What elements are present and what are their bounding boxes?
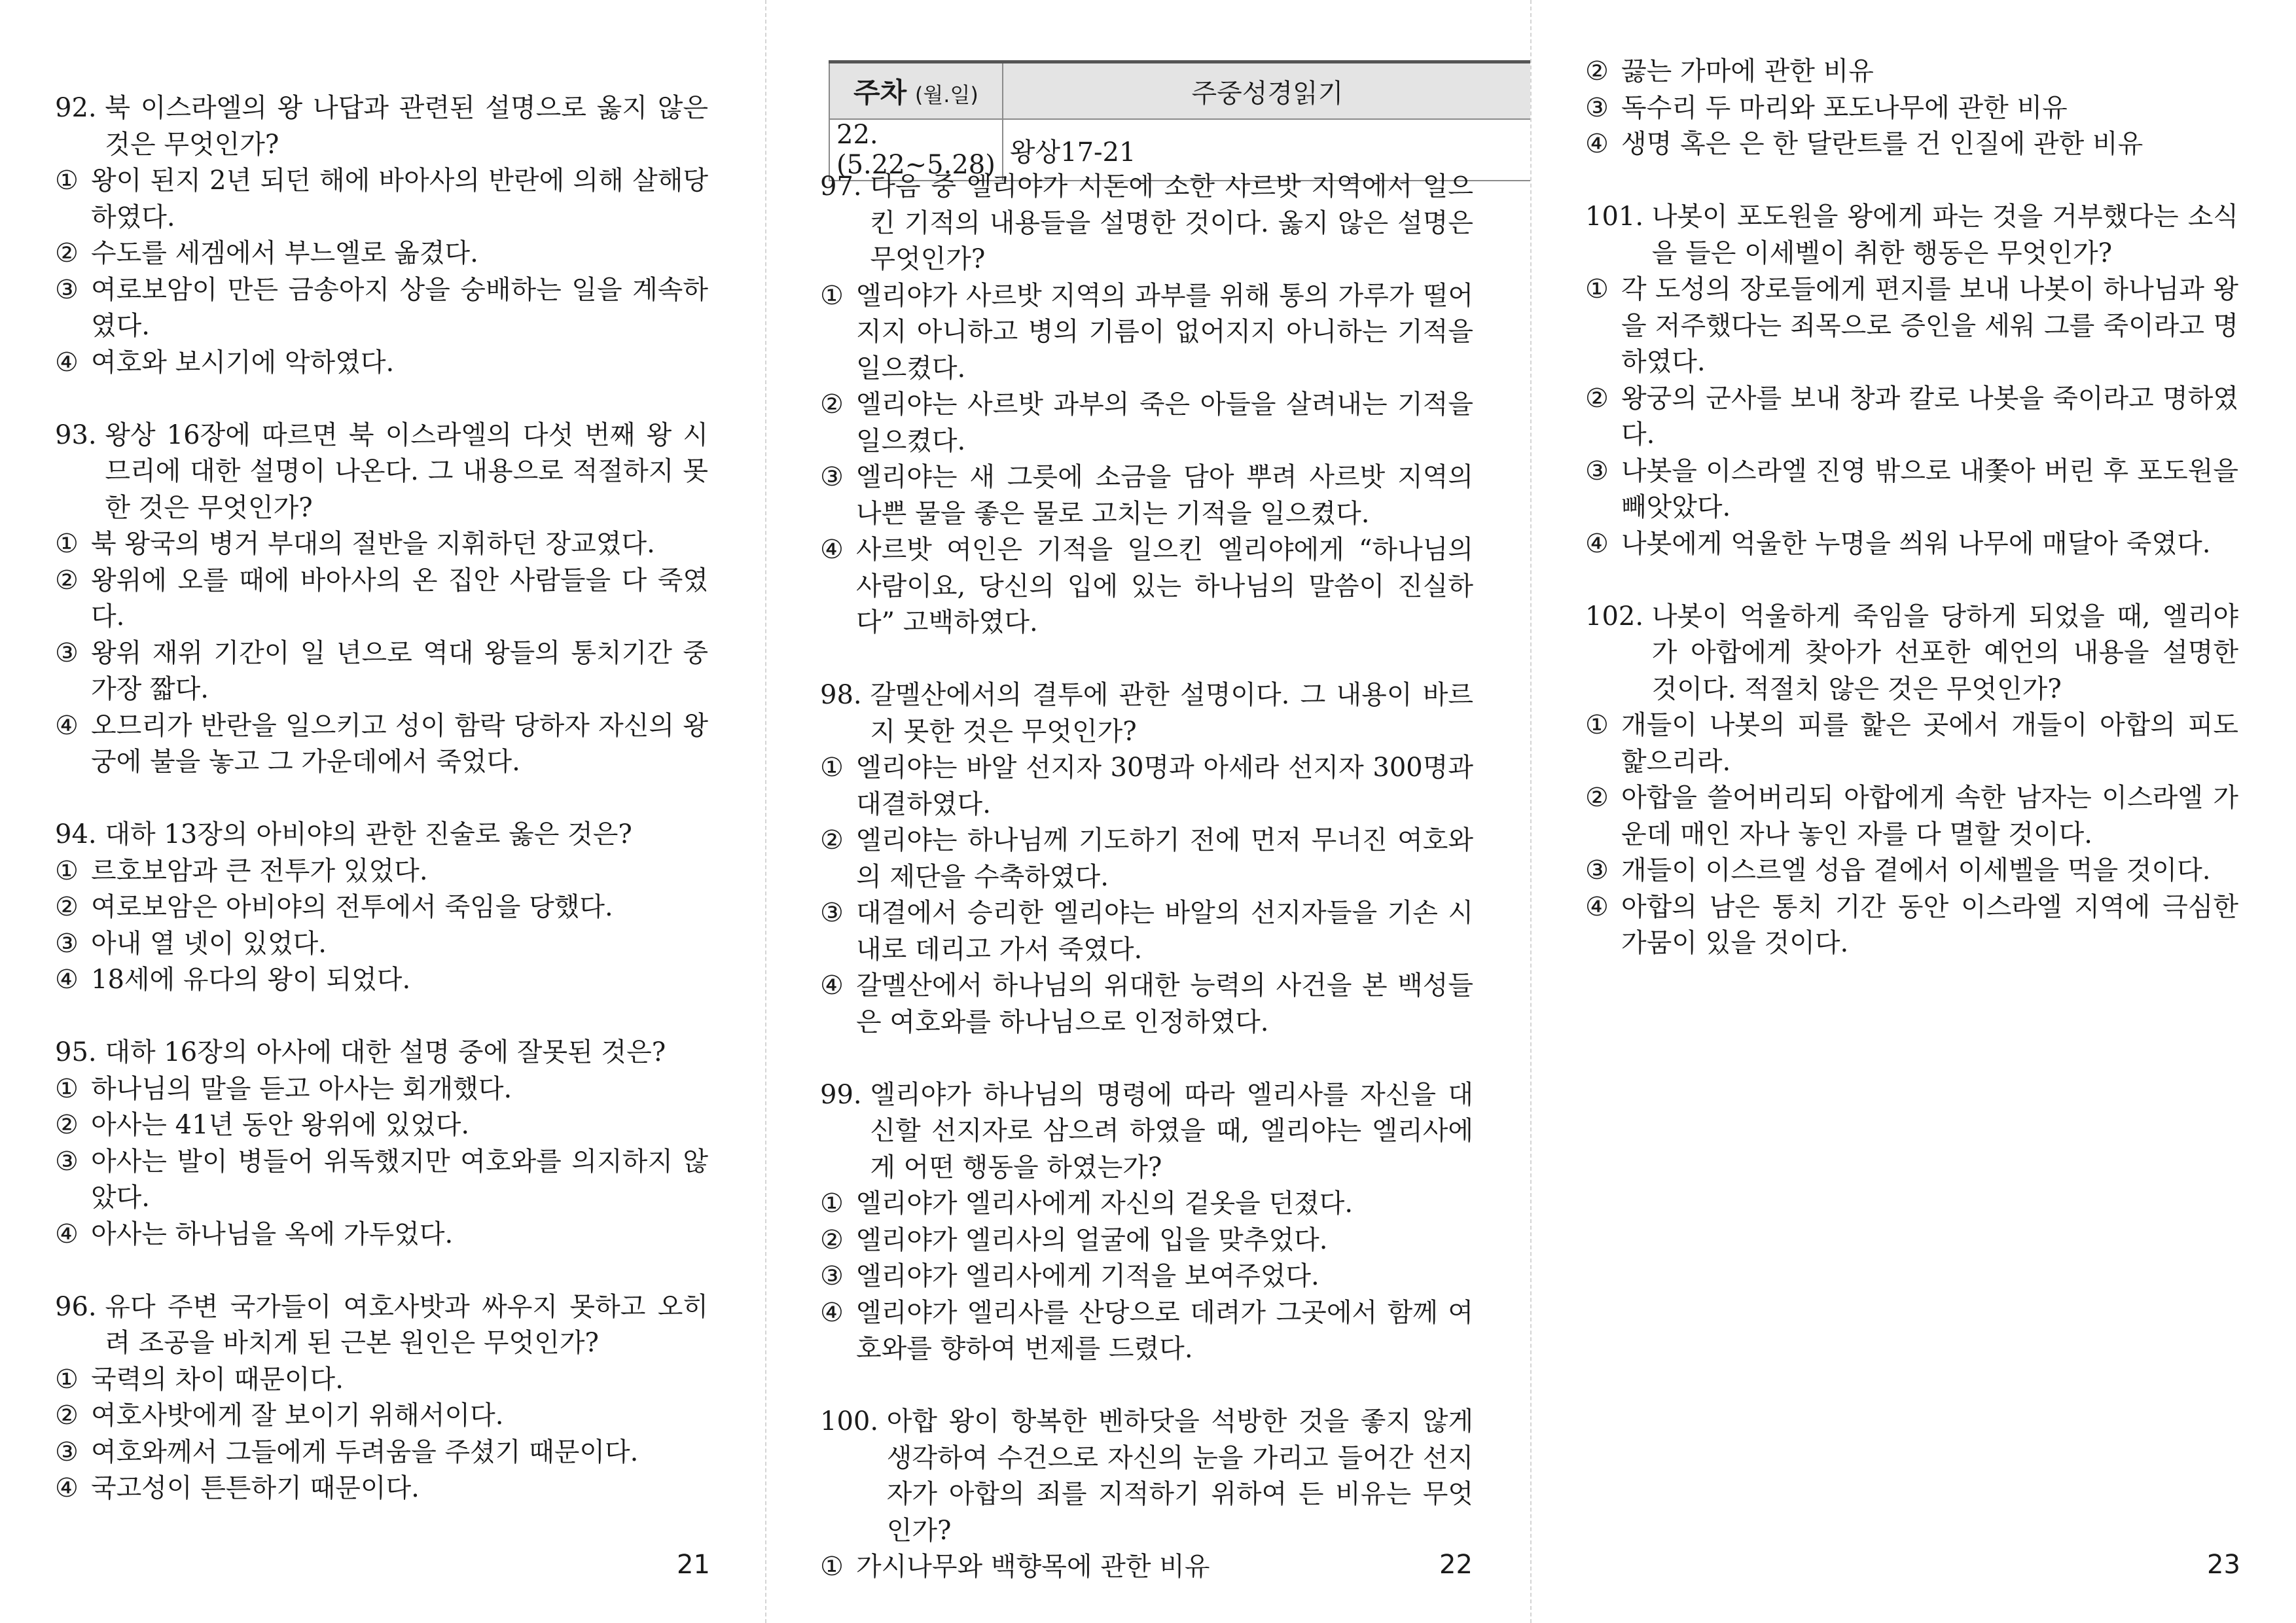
answer-option [1585,126,2238,163]
answer-option [55,853,708,890]
question-text: 왕상 16장에 따르면 북 이스라엘의 다섯 번째 왕 시므리에 대한 설명이 나온다. 그 내용으로 적절하지 못한 것은 무엇인가? [105,419,708,523]
option-text: 대결에서 승리한 엘리야는 바알의 선지자들을 기손 시내로 데리고 가서 죽였다. [856,898,1473,965]
option-text: 왕이 된지 2년 되던 해에 바아사의 반란에 의해 살해당하였다. [91,166,708,232]
question-number: 93. [55,419,105,450]
option-number: ② [820,1224,844,1255]
answer-option [55,1107,708,1144]
answer-option [1585,454,2238,526]
question-item [820,169,1473,641]
option-number: ③ [55,1146,79,1177]
answer-option [55,1398,708,1435]
schedule-reading-cell: 왕상17-21 [1003,119,1530,181]
week-header-sub: (월.일) [914,82,978,107]
answer-option [55,563,708,635]
answer-option [55,163,708,236]
answer-option [820,532,1473,641]
answer-option [1585,707,2238,780]
questions-column [1585,54,2238,998]
question-stem [55,90,708,163]
option-text: 독수리 두 마리와 포도나무에 관한 비유 [1621,92,2068,123]
answer-option [55,345,708,382]
answer-option [1585,381,2238,454]
option-number: ③ [1585,92,1609,123]
answer-option [55,1217,708,1253]
answer-option [55,1471,708,1507]
answer-option [55,708,708,781]
option-number: ③ [55,1436,79,1467]
page-22 [765,0,1530,1623]
option-text: 아사는 41년 동안 왕위에 있었다. [91,1110,470,1140]
option-number: ④ [55,347,79,378]
option-number: ① [820,1552,844,1582]
option-number: ① [55,855,79,886]
question-number: 92. [55,93,105,123]
option-text: 생명 혹은 은 한 달란트를 건 인질에 관한 비유 [1621,129,2144,159]
question-stem [55,817,708,853]
option-number: ③ [820,462,844,492]
page-number: 23 [2207,1550,2240,1580]
schedule-header-reading: 주중성경읽기 [1003,62,1530,120]
question-text: 엘리야가 하나님의 명령에 따라 엘리사를 자신을 대신할 선지자로 삼으려 하였을 때, 엘리야는 엘리사에게 어떤 행동을 하였는가? [870,1079,1473,1183]
answer-option [1585,54,2238,90]
option-number: ② [55,238,79,268]
option-text: 왕궁의 군사를 보내 창과 칼로 나봇을 죽이라고 명하였다. [1621,383,2238,450]
question-number: 96. [55,1291,105,1322]
question-text: 갈멜산에서의 결투에 관한 설명이다. 그 내용이 바르지 못한 것은 무엇인가? [870,680,1473,747]
option-text: 국력의 차이 때문이다. [91,1364,344,1395]
option-text: 국고성이 튼튼하기 때문이다. [91,1473,420,1503]
answer-option [55,236,708,272]
questions-column [820,169,1473,1622]
answer-option [55,962,708,999]
option-text: 엘리야는 하나님께 기도하기 전에 먼저 무너진 여호와의 제단을 수축하였다. [856,825,1473,892]
answer-option [820,1549,1473,1586]
option-text: 사르밧 여인은 기적을 일으킨 엘리야에게 “하나님의 사람이요, 당신의 입에 있는 하나님의 말씀이 진실하다” 고백하였다. [856,535,1473,637]
option-text: 아합을 쓸어버리되 아합에게 속한 남자는 이스라엘 가운데 매인 자나 놓인 자를 다 멸할 것이다. [1621,783,2238,849]
question-item [820,677,1473,1041]
option-number: ④ [820,535,844,565]
option-number: ③ [55,928,79,959]
answer-option [55,526,708,563]
question-stem [820,1404,1473,1549]
questions-column [55,90,708,1543]
option-text: 하나님의 말을 듣고 아사는 회개했다. [91,1073,512,1104]
schedule-header-week [829,62,1003,120]
option-text: 나봇을 이스라엘 진영 밖으로 내쫓아 버린 후 포도원을 빼앗았다. [1621,455,2238,522]
question-stem [820,1077,1473,1186]
option-text: 아사는 발이 병들어 위독했지만 여호와를 의지하지 않았다. [91,1146,708,1213]
option-text: 아내 열 넷이 있었다. [91,928,327,959]
answer-option [1585,853,2238,889]
answer-option [55,272,708,345]
schedule-week-cell: 22. (5.22~5.28) [829,119,1003,181]
question-stem [820,169,1473,278]
question-stem [55,1289,708,1362]
page-21 [0,0,765,1623]
question-item [820,1404,1473,1586]
option-text: 18세에 유다의 왕이 되었다. [91,965,411,995]
question-text: 대하 16장의 아사에 대한 설명 중에 잘못된 것은? [105,1037,666,1067]
answer-option [820,387,1473,459]
question-number: 94. [55,819,105,849]
answer-option [820,750,1473,823]
option-number: ④ [55,710,79,741]
option-number: ④ [55,1473,79,1503]
page-number: 22 [1439,1550,1473,1580]
answer-option [55,1435,708,1471]
option-number: ① [55,166,79,196]
answer-option [820,968,1473,1041]
option-number: ④ [820,1297,844,1328]
option-text: 엘리야가 엘리사의 얼굴에 입을 맞추었다. [856,1224,1328,1255]
option-number: ② [820,389,844,419]
option-text: 왕위 재위 기간이 일 년으로 역대 왕들의 통치기간 중 가장 짧다. [91,637,708,704]
option-number: ① [55,1364,79,1395]
answer-option [55,635,708,708]
answer-option [1585,889,2238,962]
option-text: 여호와께서 그들에게 두려움을 주셨기 때문이다. [91,1436,639,1467]
option-text: 갈멜산에서 하나님의 위대한 능력의 사건을 본 백성들은 여호와를 하나님으로 인정하였다. [856,971,1473,1037]
option-text: 수도를 세겜에서 부느엘로 옮겼다. [91,238,478,268]
option-text: 오므리가 반란을 일으키고 성이 함락 당하자 자신의 왕궁에 불을 놓고 그 가운데에서 죽었다. [91,710,708,777]
question-number: 95. [55,1037,105,1067]
answer-option [55,1071,708,1108]
question-item [55,418,708,781]
question-item [1585,199,2238,562]
question-stem [55,418,708,527]
option-number: ① [55,1073,79,1104]
option-number: ① [820,1188,844,1219]
question-number: 101. [1585,202,1652,232]
question-stem [1585,599,2238,708]
option-number: ② [1585,56,1609,86]
reading-schedule-table [829,60,1530,181]
option-text: 엘리야가 사르밧 지역의 과부를 위해 통의 가루가 떨어지지 아니하고 병의 기름이 없어지지 아니하는 기적을 일으켰다. [856,280,1473,383]
answer-option [820,1222,1473,1259]
question-number: 102. [1585,601,1652,632]
question-number: 100. [820,1406,887,1436]
page-number: 21 [677,1550,710,1580]
question-stem [55,1035,708,1071]
answer-option [55,1144,708,1217]
option-text: 아사는 하나님을 옥에 가두었다. [91,1219,454,1249]
option-number: ④ [1585,891,1609,922]
question-text: 대하 13장의 아비야의 관한 진술로 옳은 것은? [105,819,632,849]
option-text: 가시나무와 백향목에 관한 비유 [856,1552,1210,1582]
option-text: 왕위에 오를 때에 바아사의 온 집안 사람들을 다 죽였다. [91,565,708,632]
answer-option [820,823,1473,895]
option-text: 르호보암과 큰 전투가 있었다. [91,855,428,886]
option-number: ③ [1585,455,1609,486]
continued-options [1585,54,2238,163]
option-number: ① [1585,274,1609,304]
option-text: 나봇에게 억울한 누명을 씌워 나무에 매달아 죽였다. [1621,528,2211,559]
option-number: ① [1585,710,1609,740]
option-number: ② [55,1110,79,1140]
option-number: ③ [55,637,79,668]
option-number: ② [820,825,844,855]
option-number: ② [55,565,79,596]
question-stem [1585,199,2238,272]
option-number: ④ [55,965,79,995]
option-text: 여호와 보시기에 악하였다. [91,347,395,378]
option-number: ④ [1585,129,1609,159]
answer-option [820,895,1473,968]
answer-option [55,889,708,926]
answer-option [1585,526,2238,563]
answer-option [1585,90,2238,127]
page-23 [1530,0,2296,1623]
answer-option [820,278,1473,387]
answer-option [55,926,708,963]
option-text: 엘리야가 엘리사에게 기적을 보여주었다. [856,1261,1319,1291]
question-text: 유다 주변 국가들이 여호사밧과 싸우지 못하고 오히려 조공을 바치게 된 근본 원인은 무엇인가? [105,1291,708,1358]
question-number: 99. [820,1079,870,1110]
option-text: 엘리야는 사르밧 과부의 죽은 아들을 살려내는 기적을 일으켰다. [856,389,1473,456]
question-item [820,1077,1473,1368]
question-item [55,1289,708,1507]
option-number: ④ [1585,528,1609,559]
answer-option [1585,272,2238,381]
schedule-header-row [829,62,1530,120]
question-text: 나봇이 포도원을 왕에게 파는 것을 거부했다는 소식을 들은 이세벨이 취한 행동은 무엇인가? [1651,202,2238,268]
answer-option [820,459,1473,532]
option-text: 각 도성의 장로들에게 편지를 보내 나봇이 하나님과 왕을 저주했다는 죄목으로 증인을 세워 그를 죽이라고 명하였다. [1621,274,2238,377]
option-number: ③ [1585,855,1609,885]
option-text: 여로보암이 만든 금송아지 상을 숭배하는 일을 계속하였다. [91,274,708,341]
option-number: ② [55,892,79,922]
option-text: 엘리야는 새 그릇에 소금을 담아 뿌려 사르밧 지역의 나쁜 물을 좋은 물로 고치는 기적을 일으켰다. [856,462,1473,529]
option-number: ① [820,753,844,783]
question-text: 아합 왕이 항복한 벤하닷을 석방한 것을 좋지 않게 생각하여 수건으로 자신의 눈을 가리고 들어간 선지자가 아합의 죄를 지적하기 위하여 든 비유는 무엇인가? [886,1406,1473,1546]
option-text: 아합의 남은 통치 기간 동안 이스라엘 지역에 극심한 가뭄이 있을 것이다. [1621,891,2238,958]
option-text: 여호사밧에게 잘 보이기 위해서이다. [91,1400,504,1431]
question-stem [820,677,1473,750]
option-number: ④ [55,1219,79,1249]
option-number: ① [55,529,79,559]
question-number: 97. [820,171,870,202]
week-header-label: 주차 [853,77,907,109]
option-number: ③ [820,898,844,928]
answer-option [820,1258,1473,1295]
question-item [1585,599,2238,962]
question-text: 다음 중 엘리야가 시돈에 소한 사르밧 지역에서 일으킨 기적의 내용들을 설명한 것이다. 옳지 않은 설명은 무엇인가? [870,171,1473,274]
question-item [55,817,708,999]
question-text: 북 이스라엘의 왕 나답과 관련된 설명으로 옳지 않은 것은 무엇인가? [105,93,708,160]
answer-option [55,1362,708,1399]
option-number: ② [1585,783,1609,813]
option-number: ② [55,1400,79,1431]
question-number: 98. [820,680,870,710]
option-text: 엘리야는 바알 선지자 30명과 아세라 선지자 300명과 대결하였다. [856,753,1473,819]
option-number: ② [1585,383,1609,414]
option-text: 끓는 가마에 관한 비유 [1621,56,1874,86]
answer-option [1585,780,2238,853]
option-text: 북 왕국의 병거 부대의 절반을 지휘하던 장교였다. [91,529,655,559]
question-item [55,1035,708,1253]
option-number: ③ [820,1261,844,1291]
option-text: 개들이 이스르엘 성읍 곁에서 이세벨을 먹을 것이다. [1621,855,2211,885]
question-text: 나봇이 억울하게 죽임을 당하게 되었을 때, 엘리야가 아합에게 찾아가 선포한 예언의 내용을 설명한 것이다. 적절치 않은 것은 무엇인가? [1651,601,2238,704]
option-text: 개들이 나봇의 피를 핥은 곳에서 개들이 아합의 피도 핥으리라. [1621,710,2238,777]
option-text: 엘리야가 엘리사에게 자신의 겉옷을 던졌다. [856,1188,1354,1219]
option-number: ① [820,280,844,311]
question-item [55,90,708,381]
option-text: 여로보암은 아비야의 전투에서 죽임을 당했다. [91,892,613,922]
option-number: ③ [55,274,79,305]
option-number: ④ [820,971,844,1001]
option-text: 엘리야가 엘리사를 산당으로 데려가 그곳에서 함께 여호와를 향하여 번제를 드렸다. [856,1297,1473,1364]
answer-option [820,1186,1473,1222]
answer-option [820,1295,1473,1368]
